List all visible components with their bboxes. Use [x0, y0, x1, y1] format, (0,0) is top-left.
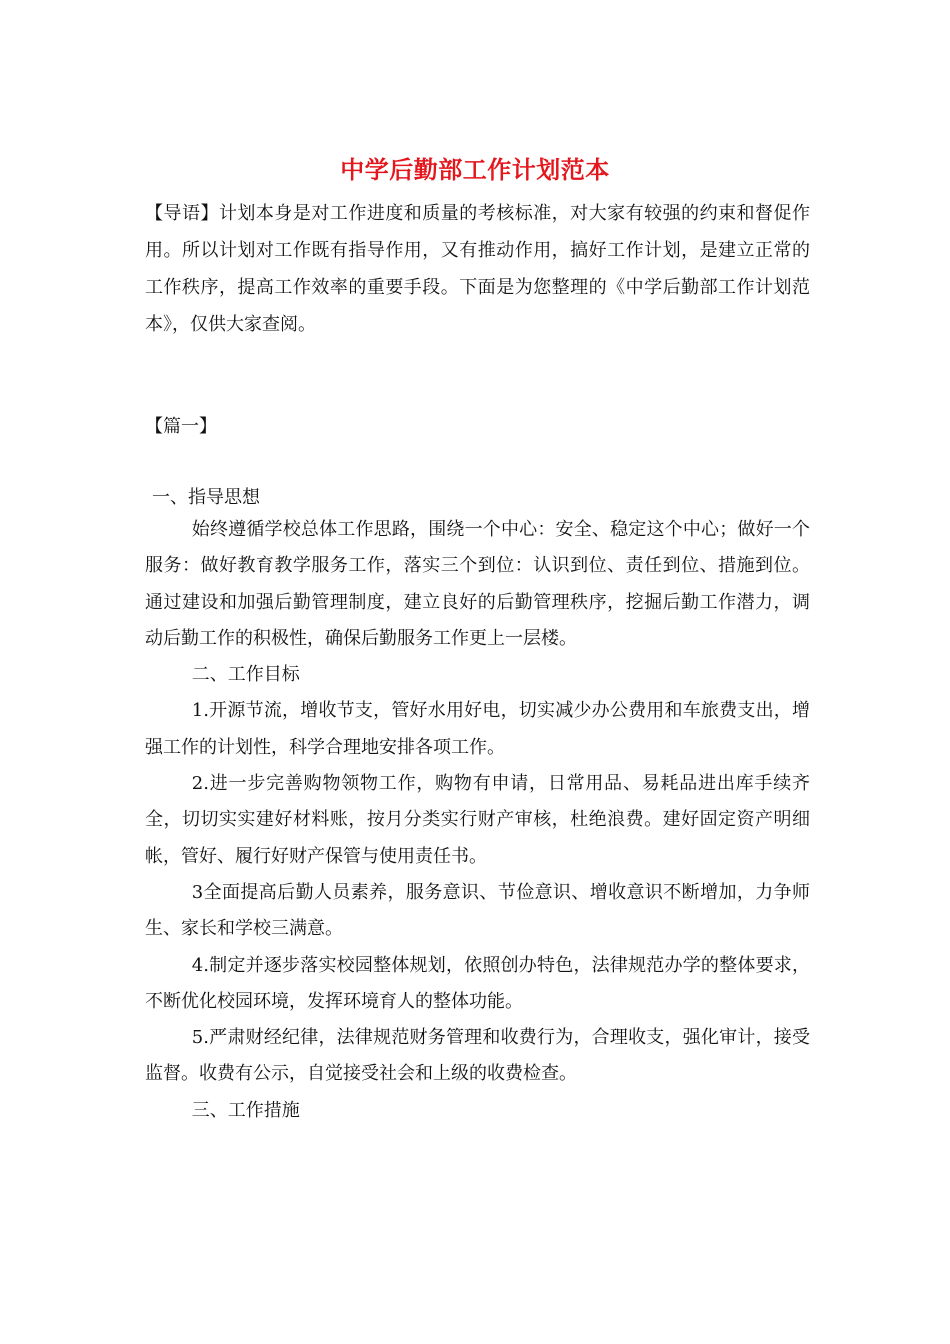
heading-guiding-ideology: 一、指导思想 — [152, 487, 260, 508]
document-title: 中学后勤部工作计划范本 — [340, 155, 610, 184]
intro-paragraph: 【导语】计划本身是对工作进度和质量的考核标准，对大家有较强的约束和督促作用。所以计划对工作既有指导作用，又有推动作用，搞好工作计划，是建立正常的工作秩序，提高工作效率的重要手段。下面是为您整理的《中学后勤部工作计划范本》，仅供大家查阅。 — [145, 203, 810, 335]
goal-item-5: 5.严肃财经纪律，法律规范财务管理和收费行为，合理收支，强化审计，接受监督。收费有公示，自觉接受社会和上级的收费检查。 — [145, 1027, 810, 1085]
paragraph-guiding-ideology: 始终遵循学校总体工作思路，围绕一个中心：安全、稳定这个中心；做好一个服务：做好教育教学服务工作，落实三个到位：认识到位、责任到位、措施到位。通过建设和加强后勤管理制度，建立良好的后勤管理秩序，挖掘后勤工作潜力，调动后勤工作的积极性，确保后勤服务工作更上一层楼。 — [145, 519, 810, 649]
document-body — [145, 512, 810, 1129]
goal-item-4: 4.制定并逐步落实校园整体规划，依照创办特色，法律规范办学的整体要求，不断优化校园环境，发挥环境育人的整体功能。 — [145, 954, 810, 1012]
section-label: 【篇一】 — [145, 416, 217, 437]
goal-item-3: 3全面提高后勤人员素养，服务意识、节俭意识、增收意识不断增加，力争师生、家长和学校三满意。 — [145, 881, 810, 940]
goal-item-2: 2.进一步完善购物领物工作，购物有申请，日常用品、易耗品进出库手续齐全，切切实实建好材料账，按月分类实行财产审核，杜绝浪费。建好固定资产明细帐，管好、履行好财产保管与使用责任书。 — [145, 773, 810, 867]
goal-item-1: 1.开源节流，增收节支，管好水用好电，切实减少办公费用和车旅费支出，增强工作的计划性，科学合理地安排各项工作。 — [145, 700, 810, 758]
heading-work-goals: 二、工作目标 — [191, 664, 300, 686]
heading-work-measures: 三、工作措施 — [191, 1099, 300, 1121]
